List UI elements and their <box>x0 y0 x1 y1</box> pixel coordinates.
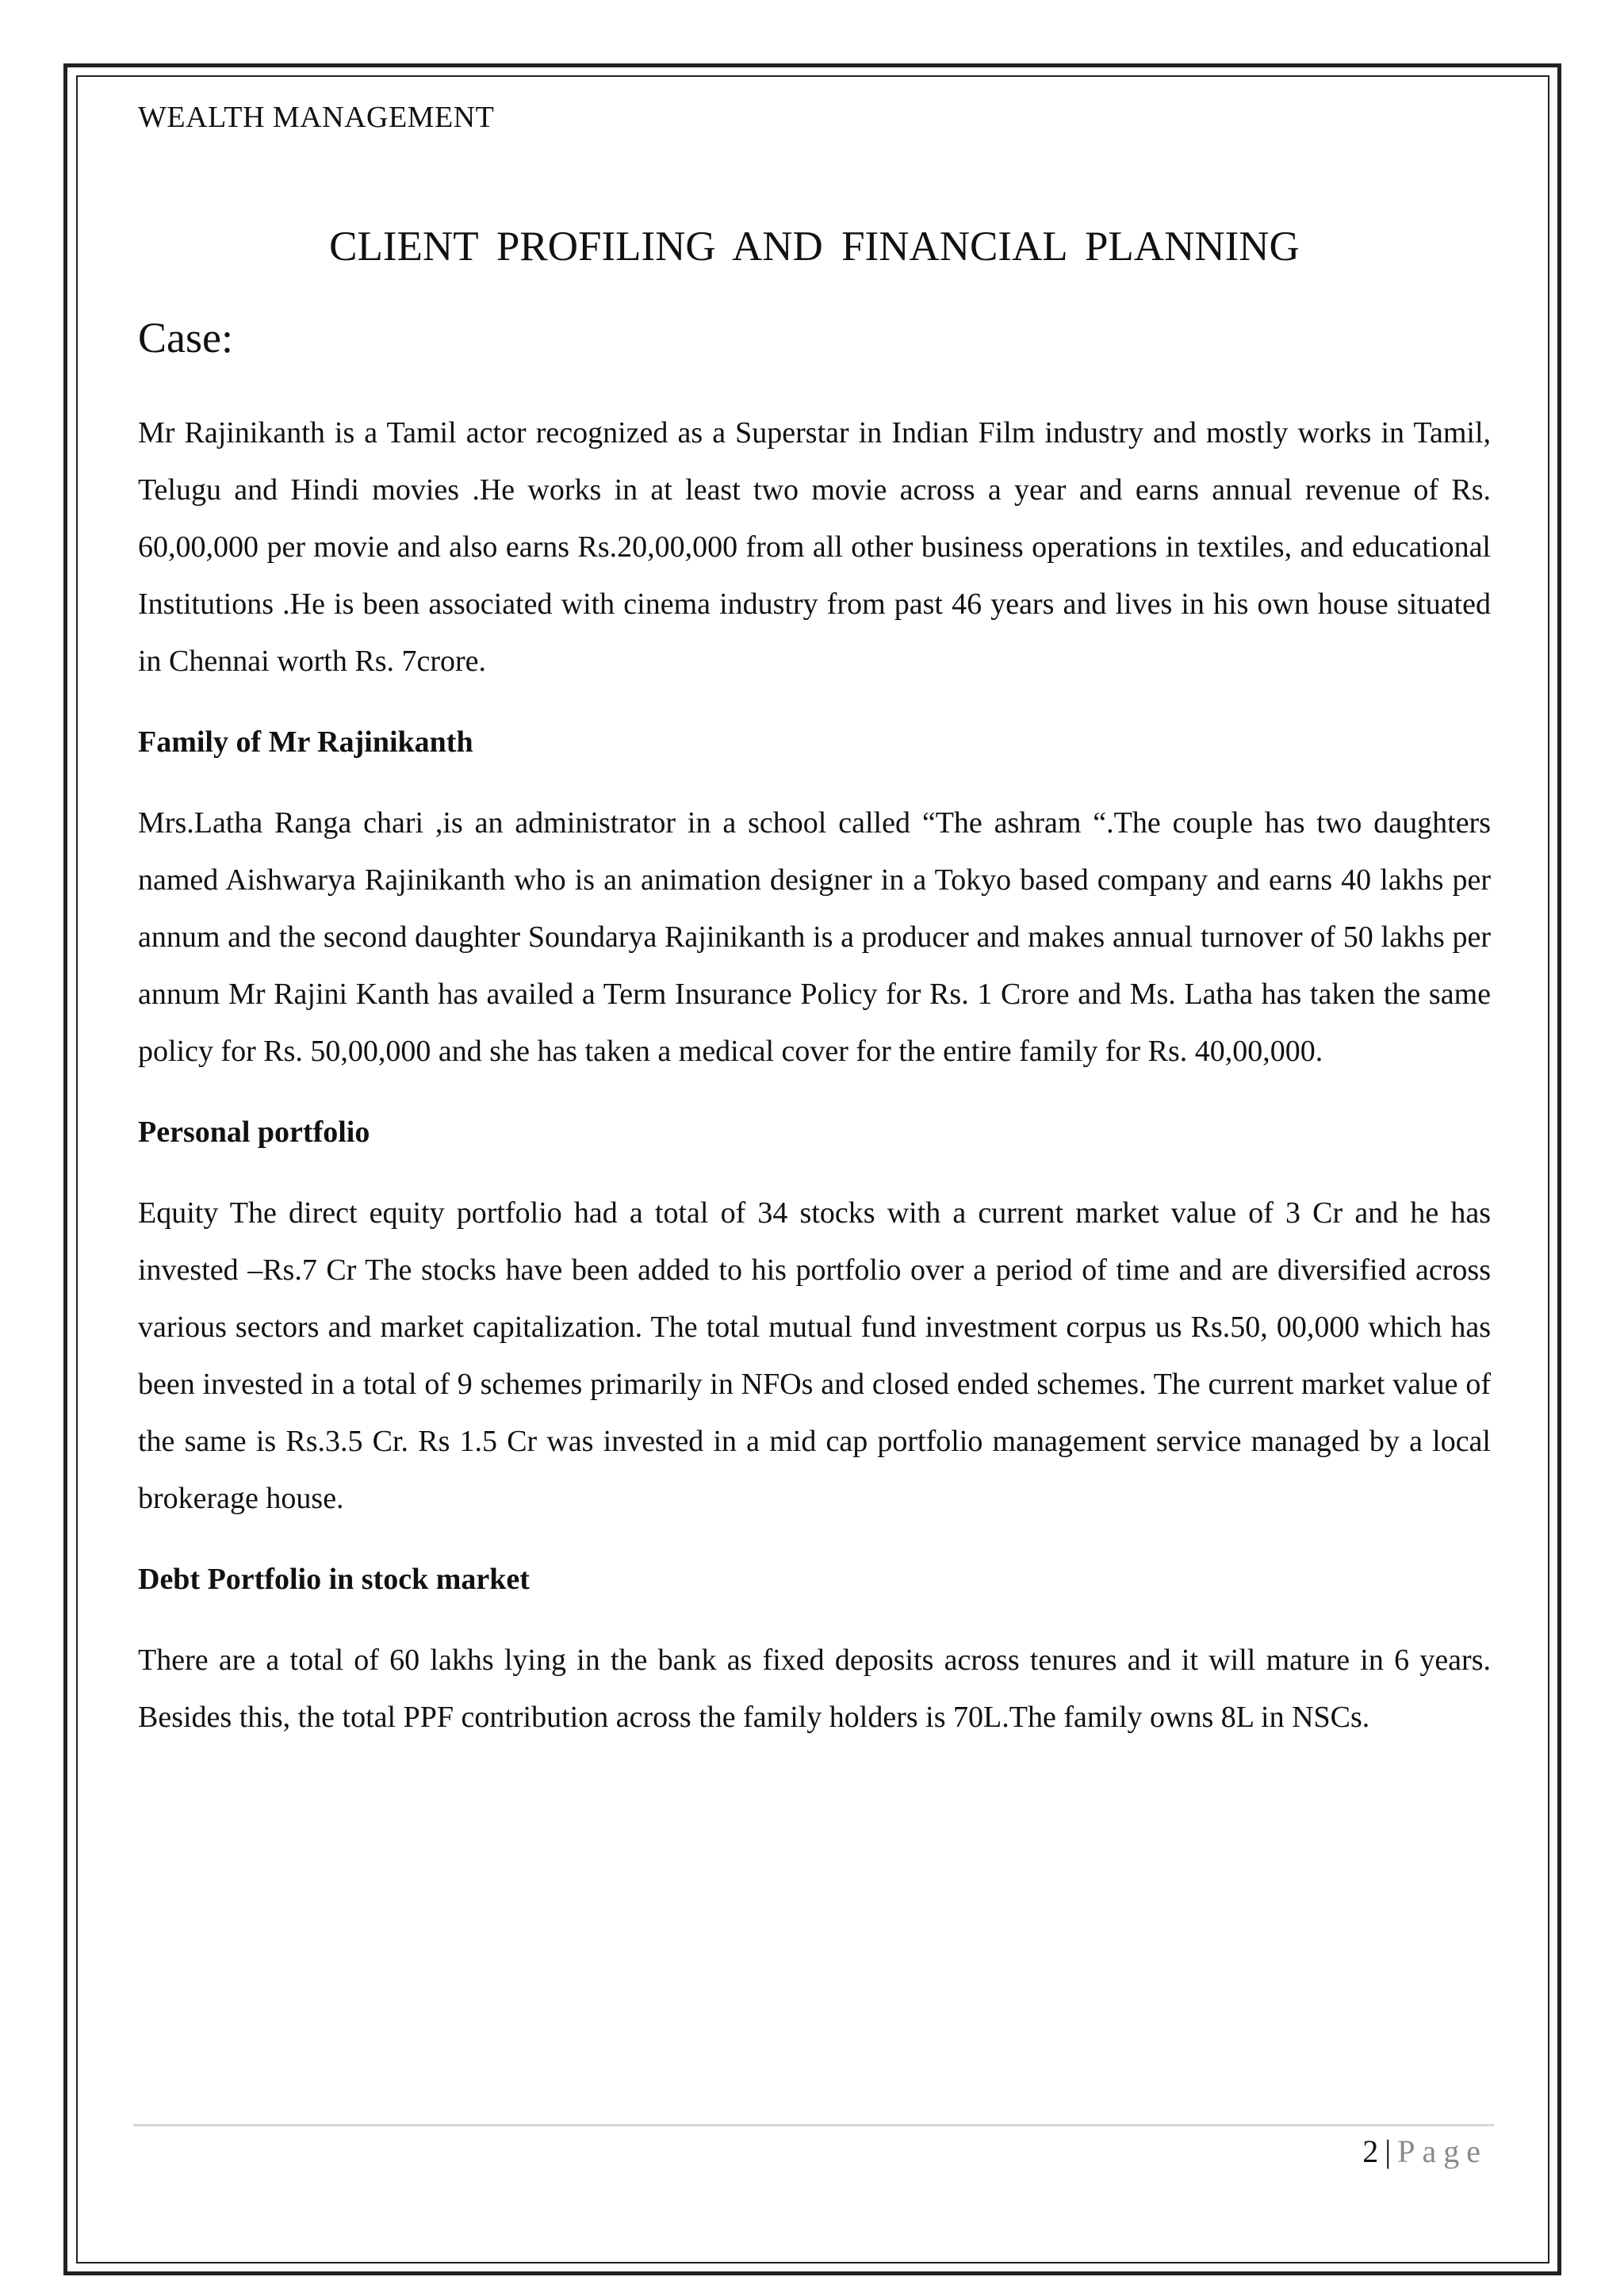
document-title: CLIENT PROFILING AND FINANCIAL PLANNING <box>329 224 1300 270</box>
case-heading: Case: <box>138 314 233 362</box>
page-label: Page <box>1397 2133 1488 2169</box>
section-heading-debt-portfolio: Debt Portfolio in stock market <box>138 1563 530 1596</box>
section-body-family: Mrs.Latha Ranga chari ,is an administrator in a school called “The ashram “.The couple has two daughters named Aishwarya Rajinikanth who is an animation designer in a Tokyo based company and earns 40 lakhs per annum and the second daughter Soundarya Rajinikanth is a producer and makes annual turnover of 50 lakhs per annum Mr Rajini Kanth has availed a Term Insurance Policy for Rs. 1 Crore and Ms. Latha has taken the same policy for Rs. 50,00,000 and she has taken a medical cover for the entire family for Rs. 40,00,000. <box>138 806 1491 1068</box>
page-separator: | <box>1385 2133 1392 2169</box>
section-body-debt-portfolio: There are a total of 60 lakhs lying in the bank as fixed deposits across tenures and it will mature in 6 years. Besides this, the total PPF contribution across the family holders is 70L.The family owns 8L in NSCs. <box>138 1644 1491 1734</box>
page-content <box>138 95 1491 1746</box>
footer-divider <box>133 2124 1494 2126</box>
section-heading-family: Family of Mr Rajinikanth <box>138 725 473 759</box>
running-header: WEALTH MANAGEMENT <box>138 101 495 134</box>
page-footer <box>1362 2128 1488 2175</box>
section-body-personal-portfolio: Equity The direct equity portfolio had a total of 34 stocks with a current market value of 3 Cr and he has invested –Rs.7 Cr The stocks have been added to his portfolio over a period of time and are diversified across various sectors and market capitalization. The total mutual fund investment corpus us Rs.50, 00,000 which has been invested in a total of 9 schemes primarily in NFOs and closed ended schemes. The current market value of the same is Rs.3.5 Cr. Rs 1.5 Cr was invested in a mid cap portfolio management service managed by a local brokerage house. <box>138 1196 1491 1515</box>
intro-paragraph: Mr Rajinikanth is a Tamil actor recognized as a Superstar in Indian Film industry and mostly works in Tamil, Telugu and Hindi movies .He works in at least two movie across a year and earns annual revenue of Rs. 60,00,000 per movie and also earns Rs.20,00,000 from all other business operations in textiles, and educational Institutions .He is been associated with cinema industry from past 46 years and lives in his own house situated in Chennai worth Rs. 7crore. <box>138 416 1491 678</box>
page-number: 2 <box>1362 2133 1379 2169</box>
section-heading-personal-portfolio: Personal portfolio <box>138 1115 370 1149</box>
